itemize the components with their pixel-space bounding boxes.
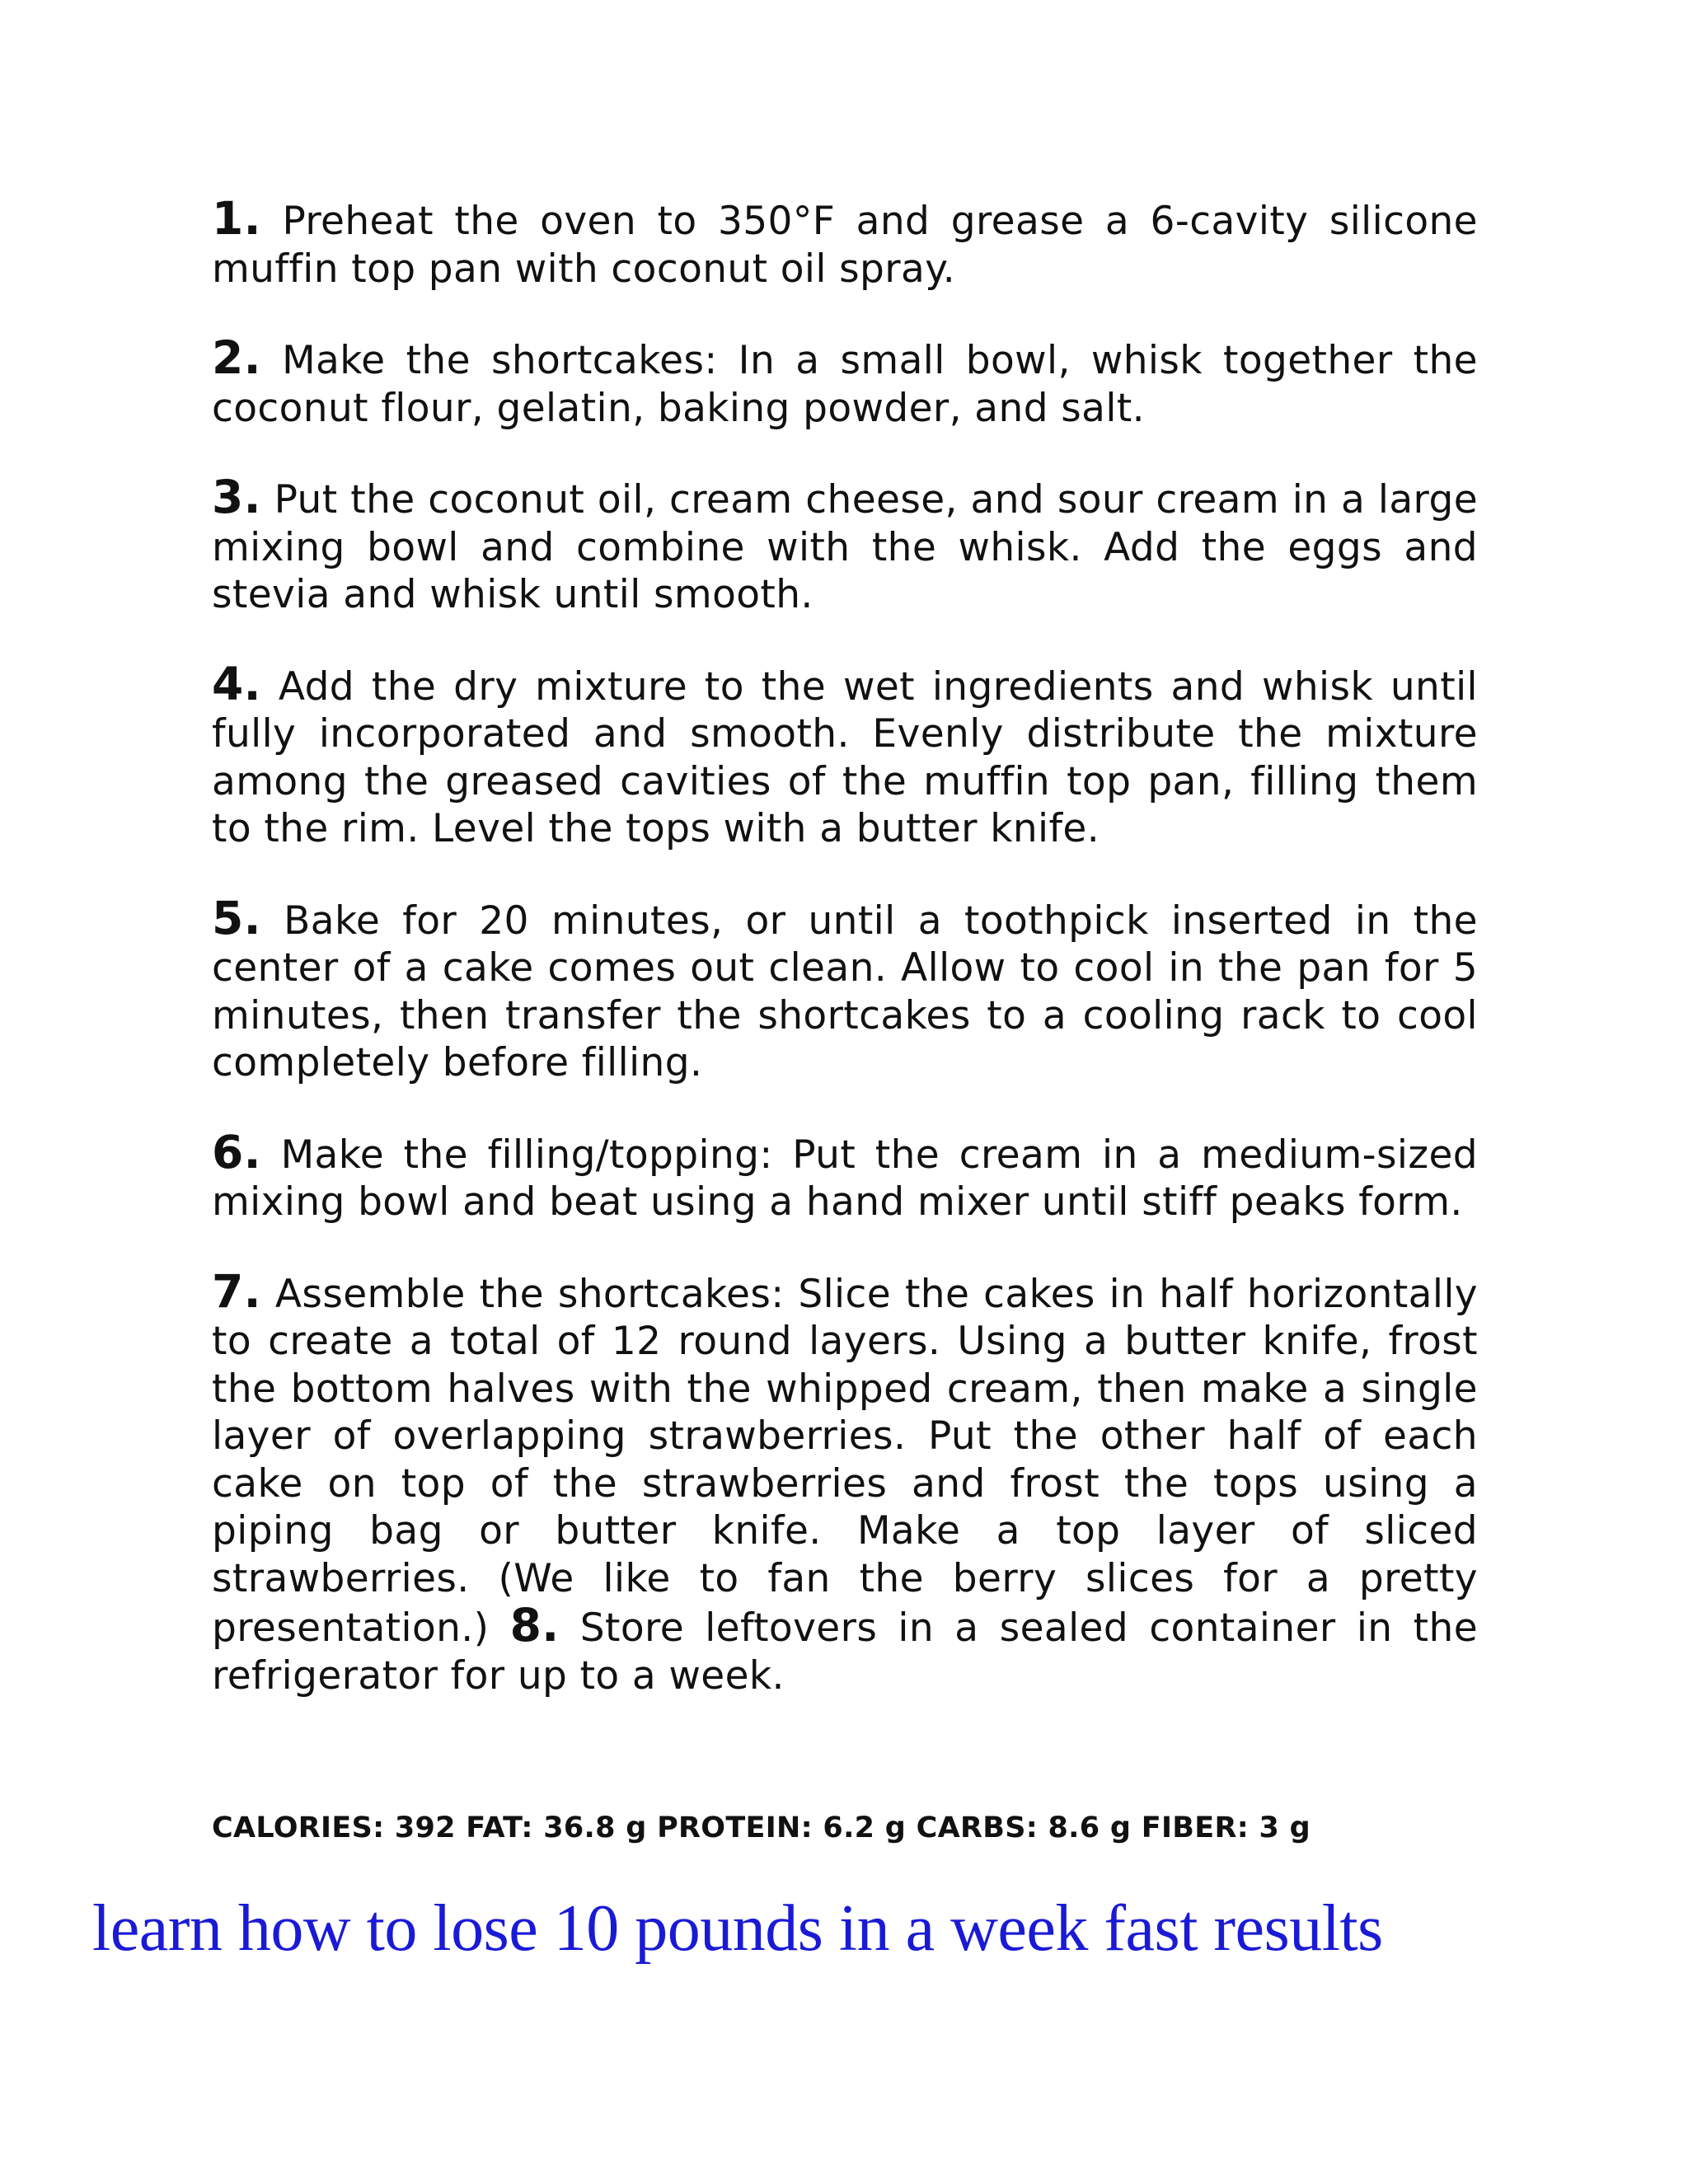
- step-number: 6.: [212, 1125, 261, 1179]
- step-text: Bake for 20 minutes, or until a toothpick inserted in the center of a cake comes out clean. Allow to cool in the pan for 5 minutes, then transfer the shortcakes to a cooling rack to cool completely before filling.: [212, 898, 1478, 1085]
- step-text: Make the shortcakes: In a small bowl, whisk together the coconut flour, gelatin, baking powder, and salt.: [212, 338, 1478, 431]
- promo-link[interactable]: learn how to lose 10 pounds in a week fast results: [92, 1892, 1383, 1965]
- instruction-step-5: [212, 891, 1478, 1087]
- instruction-step-4: [212, 657, 1478, 853]
- step-number: 3.: [212, 471, 261, 523]
- step-number: 5.: [212, 891, 261, 944]
- nutrition-facts: CALORIES: 392 FAT: 36.8 g PROTEIN: 6.2 g CARBS: 8.6 g FIBER: 3 g: [212, 1811, 1311, 1844]
- step-number: 7.: [212, 1264, 261, 1318]
- step-text: Put the coconut oil, cream cheese, and sour cream in a large mixing bowl and combine with the whisk. Add the eggs and stevia and whisk until smooth.: [212, 477, 1479, 617]
- instruction-step-3: [212, 471, 1479, 619]
- step-number: 1.: [212, 192, 261, 245]
- step-number: 4.: [212, 657, 261, 710]
- step-text-inline: Store leftovers in a sealed container in the refrigerator for up to a week.: [212, 1605, 1479, 1699]
- step-text: Preheat the oven to 350°F and grease a 6-cavity silicone muffin top pan with coconut oil spray.: [212, 199, 1478, 292]
- instruction-step-2: [212, 331, 1478, 432]
- step-text: Make the filling/topping: Put the cream in a medium-sized mixing bowl and beat using a hand mixer until stiff peaks form.: [212, 1132, 1478, 1225]
- instructions-list: [212, 192, 1479, 1741]
- step-number-inline: 8.: [509, 1599, 560, 1652]
- instruction-step-7: [212, 1264, 1479, 1700]
- step-number: 2.: [212, 331, 261, 384]
- step-text: Add the dry mixture to the wet ingredients and whisk until fully incorporated and smooth. Evenly distribute the mixture among the greased cavities of the muffin top pan, filling them to the rim. Level the tops with a butter knife.: [212, 663, 1478, 851]
- instruction-step-1: [212, 192, 1478, 293]
- instruction-step-6: [212, 1125, 1478, 1226]
- step-text: Assemble the shortcakes: Slice the cakes in half horizontally to create a total of 12 round layers. Using a butter knife, frost the bottom halves with the whipped cream, then make a single layer of overlapping strawberries. Put the other half of each cake on top of the strawberries and frost the tops using a piping bag or butter knife. Make a top layer of sliced strawberries. (We like to fan the berry slices for a pretty presentation.): [212, 1271, 1479, 1651]
